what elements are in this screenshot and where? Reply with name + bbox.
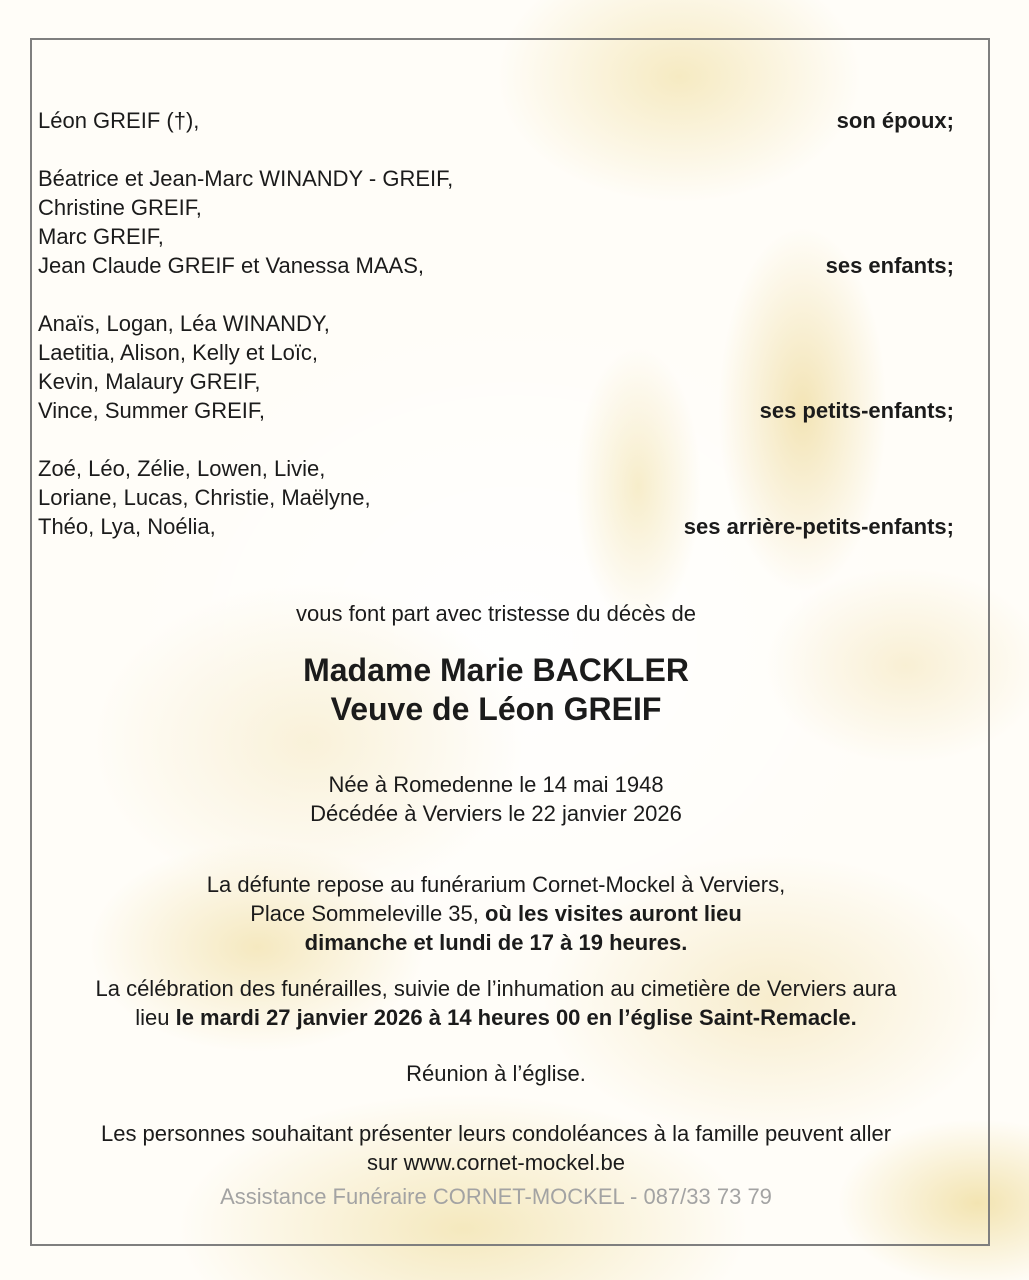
ceremony-line-2 [38,1003,954,1032]
relation-label: ses arrière-petits-enfants; [683,514,954,539]
name-text: Vince, Summer GREIF, [38,398,265,423]
condolences-line-2: sur www.cornet-mockel.be [367,1150,625,1175]
repose-line-2-normal: Place Sommeleville 35, [250,901,486,926]
deceased-subtitle: Veuve de Léon GREIF [330,691,662,727]
names-line [38,454,954,483]
family-group-grandchildren [38,309,954,425]
names-line [38,193,954,222]
condolences-line-1: Les personnes souhaitant présenter leurs condoléances à la famille peuvent aller [100,1121,892,1146]
names-line [38,367,954,396]
ceremony-line-2-normal: lieu [135,1005,176,1030]
names-line [38,483,954,512]
family-group-great-grandchildren [38,454,954,541]
family-group-children [38,164,954,280]
names-line [38,309,954,338]
repose-paragraph [38,870,954,957]
repose-line-2 [38,899,954,928]
repose-line-2-bold: où les visites auront lieu [485,901,742,926]
names-line [38,222,954,251]
names-line [38,164,954,193]
name-text: Kevin, Malaury GREIF, [38,369,261,394]
name-text: Marc GREIF, [38,224,164,249]
meeting-line: Réunion à l’église. [406,1061,586,1086]
deceased-name: Madame Marie BACKLER [303,652,689,688]
name-text: Anaïs, Logan, Léa WINANDY, [38,311,330,336]
names-line [38,251,954,280]
condolences-paragraph [38,1119,954,1177]
card-border [30,38,990,1246]
names-line [38,338,954,367]
relation-label: ses enfants; [825,253,954,278]
ceremony-paragraph [38,974,954,1032]
ceremony-line-2-bold: le mardi 27 janvier 2026 à 14 heures 00 en l’église Saint-Remacle. [175,1005,857,1030]
name-text: Jean Claude GREIF et Vanessa MAAS, [38,253,424,278]
obituary-content [32,40,988,1244]
name-text: Loriane, Lucas, Christie, Maëlyne, [38,485,371,510]
death-line: Décédée à Verviers le 22 janvier 2026 [310,801,682,826]
ceremony-line-1: La célébration des funérailles, suivie de l’inhumation au cimetière de Verviers aura [95,976,897,1001]
name-text: Léon GREIF (†), [38,108,200,133]
name-text: Théo, Lya, Noélia, [38,514,216,539]
family-group-spouse [38,106,954,135]
relation-label: ses petits-enfants; [759,398,954,423]
funeral-home-credit: Assistance Funéraire CORNET-MOCKEL - 087/33 73 79 [220,1184,772,1209]
announcement-line: vous font part avec tristesse du décès de [296,601,696,626]
names-line [38,106,954,135]
life-dates [38,770,954,828]
name-text: Christine GREIF, [38,195,202,220]
deceased-name-heading [38,651,954,729]
relation-label: son époux; [836,108,954,133]
name-text: Laetitia, Alison, Kelly et Loïc, [38,340,319,365]
name-text: Béatrice et Jean-Marc WINANDY - GREIF, [38,166,454,191]
name-text: Zoé, Léo, Zélie, Lowen, Livie, [38,456,326,481]
repose-line-3: dimanche et lundi de 17 à 19 heures. [304,930,688,955]
repose-line-1: La défunte repose au funérarium Cornet-Mockel à Verviers, [206,872,786,897]
birth-line: Née à Romedenne le 14 mai 1948 [328,772,664,797]
